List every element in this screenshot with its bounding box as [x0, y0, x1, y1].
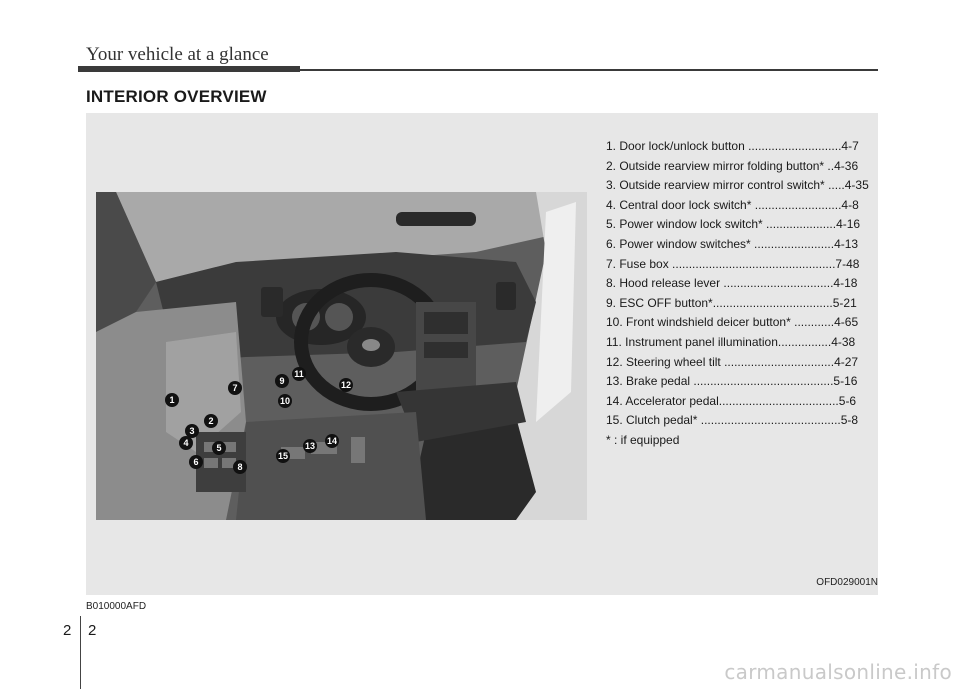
page-number-divider	[80, 616, 81, 689]
svg-text:3: 3	[189, 426, 195, 436]
callout-7	[228, 381, 242, 395]
svg-text:8: 8	[237, 462, 243, 472]
legend-item: 5. Power window lock switch* .....................4-16	[606, 217, 861, 232]
callout-4	[179, 436, 193, 450]
svg-text:13: 13	[304, 441, 316, 451]
legend-item: 8. Hood release lever .................................4-18	[606, 276, 858, 291]
header-rule-thin	[300, 69, 878, 71]
legend-item: 2. Outside rearview mirror folding button* ..4-36	[606, 158, 859, 173]
page-number: 2	[88, 622, 97, 639]
legend-item: 12. Steering wheel tilt .................................4-27	[606, 354, 859, 369]
callout-9	[275, 374, 289, 388]
callout-12	[339, 378, 353, 392]
svg-text:11: 11	[294, 369, 304, 379]
legend-item: 1. Door lock/unlock button ............................4-7	[606, 139, 859, 153]
legend-item: 7. Fuse box .................................................7-48	[606, 256, 860, 271]
svg-text:4: 4	[183, 438, 189, 448]
legend-item: 4. Central door lock switch* ..........................4-8	[606, 197, 859, 212]
svg-text:9: 9	[279, 376, 285, 386]
callout-6	[189, 455, 203, 469]
callout-8	[233, 460, 247, 474]
section-title: INTERIOR OVERVIEW	[86, 87, 267, 106]
legend-item: 11. Instrument panel illumination................4-38	[606, 334, 856, 349]
callout-3	[185, 424, 199, 438]
legend-item: 10. Front windshield deicer button* ............4-65	[606, 315, 859, 330]
component-legend	[606, 137, 868, 451]
callout-10	[278, 394, 292, 408]
header-rule-thick	[78, 66, 300, 72]
watermark: carmanualsonline.info	[724, 660, 952, 684]
svg-text:2: 2	[208, 416, 214, 426]
callout-1	[165, 393, 179, 407]
svg-text:15: 15	[277, 451, 289, 461]
figure-code: OFD029001N	[816, 577, 878, 588]
legend-item: 13. Brake pedal ..........................................5-16	[606, 374, 858, 389]
callout-5	[212, 441, 226, 455]
svg-text:14: 14	[326, 436, 338, 446]
legend-item: 6. Power window switches* ........................4-13	[606, 236, 859, 251]
legend-item: 14. Accelerator pedal....................................5-6	[606, 393, 857, 408]
chapter-number: 2	[63, 622, 72, 639]
legend-item: 3. Outside rearview mirror control switch* .....4-35	[606, 178, 869, 193]
svg-text:12: 12	[340, 380, 352, 390]
callout-15	[276, 449, 290, 463]
legend-footnote: * : if equipped	[606, 432, 680, 447]
callout-14	[325, 434, 339, 448]
callout-13	[303, 439, 317, 453]
svg-text:5: 5	[216, 443, 222, 453]
svg-text:6: 6	[193, 457, 199, 467]
callout-11	[292, 367, 306, 381]
svg-text:7: 7	[232, 383, 238, 393]
document-code: B010000AFD	[86, 601, 147, 612]
svg-text:10: 10	[279, 396, 291, 406]
callout-2	[204, 414, 218, 428]
legend-item: 15. Clutch pedal* ..........................................5-8	[606, 413, 859, 428]
header-title: Your vehicle at a glance	[86, 44, 269, 65]
svg-text:1: 1	[169, 395, 175, 405]
interior-photo	[96, 192, 587, 520]
legend-item: 9. ESC OFF button*....................................5-21	[606, 295, 857, 310]
